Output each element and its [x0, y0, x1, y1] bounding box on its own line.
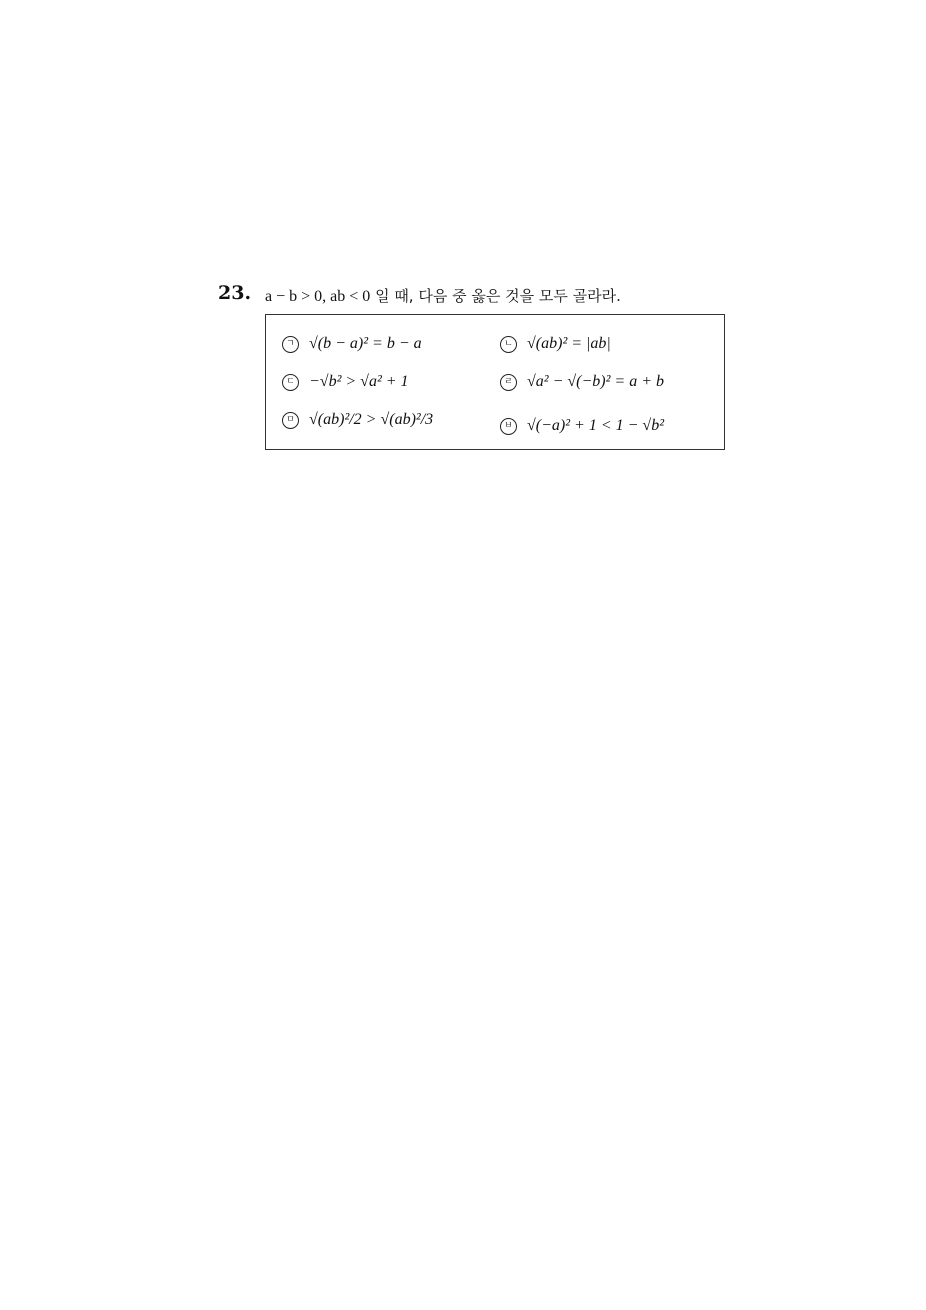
choice-5-expression: √(ab)²/2 > √(ab)²/3 [309, 411, 434, 428]
choice-4-expression: √a² − √(−b)² = a + b [527, 373, 664, 390]
choice-1-expression: √(b − a)² = b − a [309, 335, 422, 352]
choice-4 [500, 373, 664, 391]
choice-1 [282, 335, 422, 353]
choice-3-expression: −√b² > √a² + 1 [309, 373, 409, 390]
choice-6 [500, 417, 664, 435]
choice-6-expression: √(−a)² + 1 < 1 − √b² [527, 417, 664, 434]
choice-5-marker: ㅁ [282, 412, 299, 429]
choice-4-marker: ㄹ [500, 374, 517, 391]
choice-1-marker: ㄱ [282, 336, 299, 353]
question-stem [265, 285, 621, 306]
choice-2-expression: √(ab)² = |ab| [527, 335, 611, 352]
choice-2 [500, 335, 611, 353]
question-instruction: 일 때, 다음 중 옳은 것을 모두 골라라. [375, 287, 621, 305]
choice-3-marker: ㄷ [282, 374, 299, 391]
choices-box [265, 314, 725, 450]
choice-5 [282, 411, 433, 429]
choice-6-marker: ㅂ [500, 418, 517, 435]
question-number: 23. [218, 282, 252, 304]
choice-2-marker: ㄴ [500, 336, 517, 353]
question-condition: a − b > 0, ab < 0 [265, 288, 371, 305]
choice-3 [282, 373, 409, 391]
